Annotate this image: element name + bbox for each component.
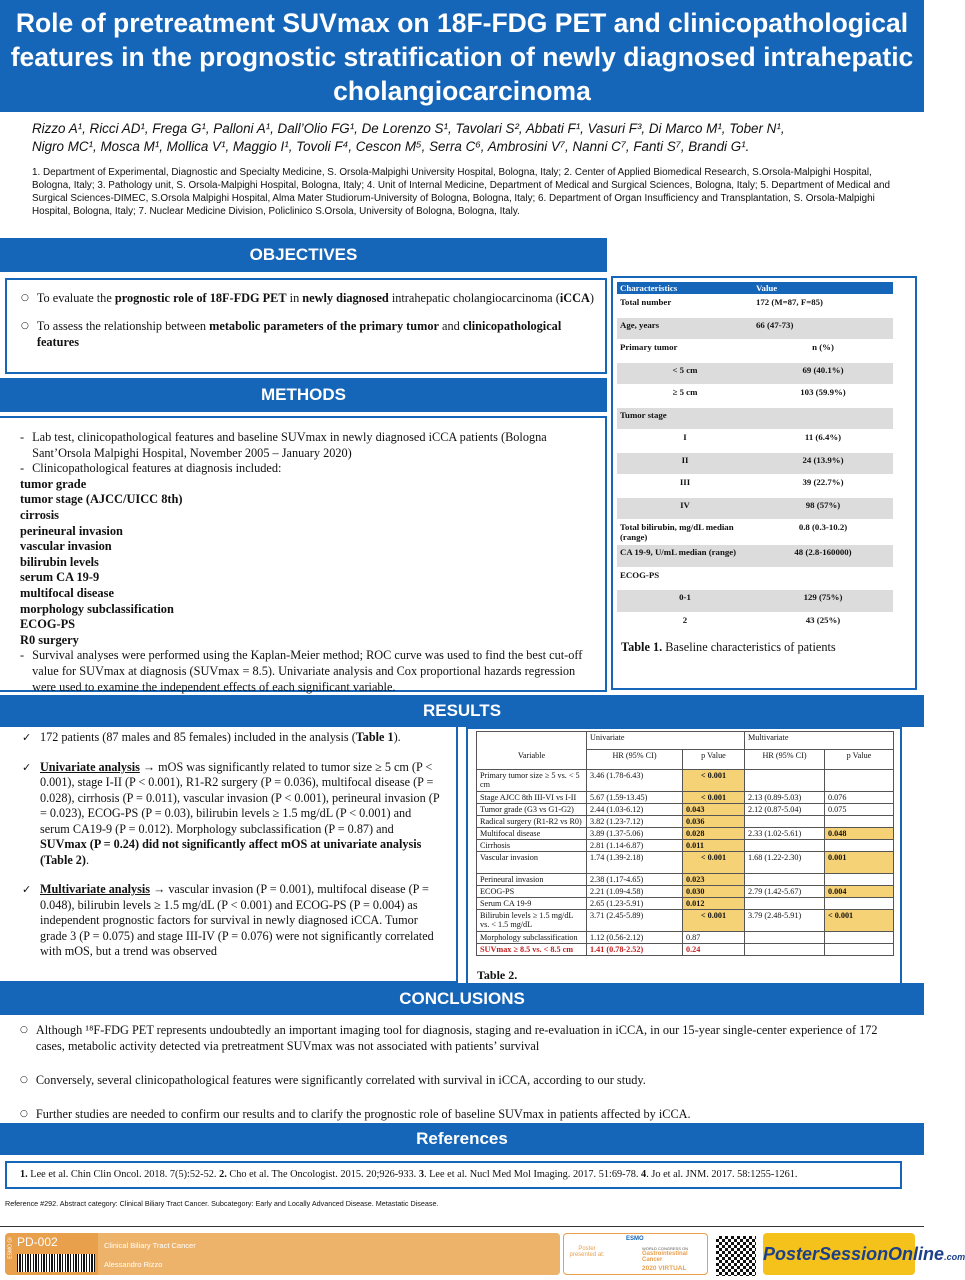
table2-cell: 2.33 (1.02-5.61) (745, 828, 825, 840)
table2-cell (825, 874, 894, 886)
table1-row (617, 317, 893, 340)
objectives-header: OBJECTIVES (0, 238, 607, 272)
table1-cell: 0-1 (617, 590, 753, 613)
table1-cell: Age, years (617, 317, 753, 340)
table2-row (477, 932, 894, 944)
table2-cell: 2.81 (1.14-6.87) (587, 840, 683, 852)
table1-header-cell: Value (753, 282, 893, 295)
virtual-label: 2020 VIRTUAL (642, 1265, 687, 1272)
check-icon: ✓ (22, 883, 32, 896)
authors-line-2: Nigro MC¹, Mosca M¹, Mollica V¹, Maggio I¹, Tovoli F⁴, Cescon M⁵, Serra C⁶, Ambrosini V⁷, Nanni C⁷, Fanti S⁷, Brandi G¹. (32, 139, 750, 154)
features-list (20, 477, 600, 649)
references-box (5, 1161, 902, 1189)
results-content (22, 730, 442, 969)
table2-cell: < 0.001 (683, 770, 745, 792)
table2-caption: Table 2. (477, 968, 518, 982)
table2-cell: ECOG-PS (477, 886, 587, 898)
table2-cell: 2.44 (1.03-6.12) (587, 804, 683, 816)
table2-cell: 2.65 (1.23-5.91) (587, 898, 683, 910)
methods-item-2: - Clinicopathological features at diagnosis included: (20, 461, 282, 476)
side-label: ESMO GI (7, 1237, 14, 1259)
table2-cell: 0.028 (683, 828, 745, 840)
table2-row (477, 874, 894, 886)
table2-row (477, 816, 894, 828)
table1-row (617, 567, 893, 590)
check-icon: ✓ (22, 760, 32, 774)
authors (32, 120, 902, 156)
table1-cell: Total number (617, 295, 753, 318)
table2-cell: 2.79 (1.42-5.67) (745, 886, 825, 898)
table1-caption: Table 1. Baseline characteristics of patients (621, 640, 836, 654)
table2-cell: Bilirubin levels ≥ 1.5 mg/dL vs. < 1.5 mg/dL (477, 910, 587, 932)
table1-row (617, 340, 893, 363)
table2-cell (745, 932, 825, 944)
table1-row (617, 385, 893, 408)
table2-cell (745, 840, 825, 852)
table1-cell: Tumor stage (617, 407, 753, 430)
table1-row (617, 475, 893, 498)
variable-header: Variable (477, 750, 587, 770)
table1-row (617, 362, 893, 385)
gi-label: Gastrointestinal Cancer (642, 1251, 688, 1263)
table2-cell: Serum CA 19-9 (477, 898, 587, 910)
table1-row (617, 295, 893, 318)
poster-code: PD-002 (17, 1235, 58, 1249)
table2-cell: 1.41 (0.78-2.52) (587, 944, 683, 956)
table2-cell: Morphology subclassification (477, 932, 587, 944)
table2-cell: 1.12 (0.56-2.12) (587, 932, 683, 944)
reference-text: Lee et al. Chin Clin Oncol. 2018. 7(5):52-52. (27, 1169, 220, 1180)
table2-cell: 0.075 (825, 804, 894, 816)
table2-cell: Perineural invasion (477, 874, 587, 886)
multivariate-header: Multivariate (745, 732, 894, 750)
table2-cell: 0.030 (683, 886, 745, 898)
bullet-circle-icon: ○ (21, 321, 29, 331)
table1-cell: Total bilirubin, mg/dL median (range) (617, 520, 753, 545)
footer-category: Clinical Biliary Tract Cancer (104, 1241, 196, 1250)
table2-row (477, 770, 894, 792)
table2-row (477, 910, 894, 932)
table2-cell: 3.89 (1.37-5.06) (587, 828, 683, 840)
bullet-circle-icon: ○ (20, 1109, 28, 1119)
result-3: ✓ Multivariate analysis → vascular invasion (P = 0.001), multifocal disease (P = 0.048), bilirubin levels ≥ 1.5 mg/dL (P < 0.001) and ECOG-PS (P = 0.004) as independent prognostic factors for survival in newly diagnosed iCCA. Tumor grade 3 (P = 0.075) and stage III-IV (P = 0.076) were not significantly correlated with mOS, but a trend was observed (22, 882, 434, 958)
table1-cell: 0.8 (0.3-10.2) (753, 520, 893, 545)
p-header: p Value (683, 750, 745, 770)
presented-label: Poster presented at: (569, 1246, 605, 1258)
table2-cell: 0.004 (825, 886, 894, 898)
hr-header: HR (95% CI) (745, 750, 825, 770)
table2-cell (825, 770, 894, 792)
table1-row (617, 590, 893, 613)
table1-cell: 2 (617, 612, 753, 635)
table1-cell: 11 (6.4%) (753, 430, 893, 453)
feature-item: morphology subclassification (20, 601, 174, 616)
table2-cell: < 0.001 (683, 792, 745, 804)
methods-item-3: - Survival analyses were performed using the Kaplan-Meier method; ROC curve was used to find the best cut-off value for SUVmax at diagnosis (SUVmax = 8.5). Univariate analysis and Cox proportional hazards regression were used to examine the independent effects of each significant variable. (20, 648, 583, 694)
reference-text: . Lee et al. Nucl Med Mol Imaging. 2017. 51:69-78. (423, 1169, 642, 1180)
congress-label: WORLD CONGRESS ON (642, 1246, 689, 1251)
table2-row (477, 804, 894, 816)
table2-cell: < 0.001 (683, 852, 745, 874)
feature-item: ECOG-PS (20, 617, 76, 632)
table1-cell: IV (617, 497, 753, 520)
affiliations: 1. Department of Experimental, Diagnostic and Specialty Medicine, S. Orsola-Malpighi University Hospital, Bologna, Italy; 2. Center of Applied Biomedical Research, S.Orsola-Malpighi Hospital, Bologna, Italy; 3. Pathology unit, S. Orsola-Malpighi Hospital, Bologna, Italy; 4. Unit of Internal Medicine, Department of Medical and Surgical Sciences, Bologna, Italy; 5. Department of Medical and Surgical Sciences-DIMEC, S.Orsola Malpighi Hospital, Alma Mater Studiorum-University of Bologna, Bologna, Italy; 6. Department of Organ Insufficiency and Transplantation, S. Orsola-Malpighi Hospital, Bologna, Italy; 7. Nuclear Medicine Division, Policlinico S.Orsola, University of Bologna, Bologna, Italy. (32, 167, 890, 217)
conclusion-1: ○ Although ¹⁸F-FDG PET represents undoubtedly an important imaging tool for diagnosis, staging and re-evaluation in iCCA, in our 15-year single-center experience of 172 cases, metabolic activity detected via pretreatment SUVmax was not associated with patients’ survival (20, 1023, 878, 1053)
table2-cell: 0.24 (683, 944, 745, 956)
p-header: p Value (825, 750, 894, 770)
table1-cell: 48 (2.8-160000) (753, 545, 893, 568)
table1-row (617, 407, 893, 430)
table2-cell (825, 816, 894, 828)
feature-item: serum CA 19-9 (20, 570, 100, 585)
table1-row (617, 430, 893, 453)
table1-cell (753, 407, 893, 430)
table2-cell: 3.82 (1.23-7.12) (587, 816, 683, 828)
conclusions-header: CONCLUSIONS (0, 983, 924, 1015)
reference-number: 4 (641, 1169, 647, 1180)
table2-cell (825, 944, 894, 956)
feature-item: R0 surgery (20, 632, 79, 647)
table1-cell: < 5 cm (617, 362, 753, 385)
feature-item: multifocal disease (20, 585, 114, 600)
table2-cell: 0.001 (825, 852, 894, 874)
methods-content (20, 430, 600, 695)
table2-cell: 2.12 (0.87-5.04) (745, 804, 825, 816)
table1-header-cell: Characteristics (617, 282, 753, 295)
footer-author: Alessandro Rizzo (104, 1260, 163, 1269)
references-header: References (0, 1123, 924, 1155)
table1-cell: 98 (57%) (753, 497, 893, 520)
conclusions-content (20, 1022, 900, 1122)
table1-cell: n (%) (753, 340, 893, 363)
table2-cell: 3.46 (1.78-6.43) (587, 770, 683, 792)
reference-number: 3 (418, 1169, 424, 1180)
table1-row (617, 545, 893, 568)
barcode-icon (17, 1254, 95, 1272)
table1-cell: 69 (40.1%) (753, 362, 893, 385)
table2-row (477, 898, 894, 910)
table2-cell: 5.67 (1.59-13.45) (587, 792, 683, 804)
table2-cell: 0.076 (825, 792, 894, 804)
table1-row (617, 452, 893, 475)
table2-cell: 1.68 (1.22-2.30) (745, 852, 825, 874)
table2-cell: 0.036 (683, 816, 745, 828)
feature-item: cirrosis (20, 507, 59, 522)
table2-cell: 0.023 (683, 874, 745, 886)
table1-cell: 103 (59.9%) (753, 385, 893, 408)
abstract-note: Reference #292. Abstract category: Clinical Biliary Tract Cancer. Subcategory: Early and Locally Advanced Disease. Metastatic Disease. (5, 1199, 439, 1208)
table2-cell: Radical surgery (R1-R2 vs R0) (477, 816, 587, 828)
table2-cell: 0.87 (683, 932, 745, 944)
table2-cell: Multifocal disease (477, 828, 587, 840)
table1-cell: ≥ 5 cm (617, 385, 753, 408)
table1-cell: I (617, 430, 753, 453)
table1-row (617, 497, 893, 520)
table1-cell: CA 19-9, U/mL median (range) (617, 545, 753, 568)
footer-bar (5, 1233, 560, 1275)
table-2 (476, 731, 894, 956)
table2-cell: 1.74 (1.39-2.18) (587, 852, 683, 874)
table2-cell: 0.012 (683, 898, 745, 910)
feature-item: tumor grade (20, 476, 87, 491)
table2-cell: Primary tumor size ≥ 5 vs. < 5 cm (477, 770, 587, 792)
table1-row (617, 612, 893, 635)
table2-row (477, 828, 894, 840)
table2-cell: SUVmax ≥ 8.5 vs. < 8.5 cm (477, 944, 587, 956)
table1-cell: 129 (75%) (753, 590, 893, 613)
results-header: RESULTS (0, 695, 924, 727)
table1-cell: 66 (47-73) (753, 317, 893, 340)
congress-badge (563, 1233, 708, 1275)
postersessiononline-logo[interactable]: PosterSessionOnline.com (763, 1233, 915, 1275)
table-1 (617, 282, 893, 635)
table1-cell: 24 (13.9%) (753, 452, 893, 475)
objectives-box (5, 278, 607, 374)
feature-item: bilirubin levels (20, 554, 99, 569)
table2-cell (745, 944, 825, 956)
table2-row (477, 944, 894, 956)
table2-cell: Stage AJCC 8th III-VI vs I-II (477, 792, 587, 804)
table2-row (477, 852, 894, 874)
objective-1: ○ To evaluate the prognostic role of 18F-FDG PET in newly diagnosed intrahepatic cholangiocarcinoma (iCCA) (21, 291, 594, 305)
table1-cell: 39 (22.7%) (753, 475, 893, 498)
conclusion-2: ○ Conversely, several clinicopathological features were significantly correlated with survival in iCCA, according to our study. (20, 1073, 646, 1087)
table2-cell: 2.13 (0.89-5.03) (745, 792, 825, 804)
reference-number: 2. (219, 1169, 227, 1180)
table2-cell: Tumor grade (G3 vs G1-G2) (477, 804, 587, 816)
table2-cell: 0.048 (825, 828, 894, 840)
table1-cell: Primary tumor (617, 340, 753, 363)
bullet-circle-icon: ○ (20, 1025, 28, 1035)
table2-cell: < 0.001 (683, 910, 745, 932)
table1-row (617, 520, 893, 545)
table2-cell (745, 898, 825, 910)
table2-cell: 2.21 (1.09-4.58) (587, 886, 683, 898)
reference-number: 1. (20, 1169, 28, 1180)
table1-cell: 172 (M=87, F=85) (753, 295, 893, 318)
methods-header: METHODS (0, 378, 607, 412)
table2-cell: 3.79 (2.48-5.91) (745, 910, 825, 932)
table2-cell: 3.71 (2.45-5.89) (587, 910, 683, 932)
table2-cell (825, 898, 894, 910)
table2-row (477, 840, 894, 852)
bullet-circle-icon: ○ (21, 293, 29, 303)
table2-row (477, 886, 894, 898)
table2-cell (825, 932, 894, 944)
feature-item: perineural invasion (20, 523, 123, 538)
qr-code-icon[interactable] (716, 1236, 756, 1276)
univariate-header: Univariate (587, 732, 745, 750)
conclusion-3: ○ Further studies are needed to confirm our results and to clarify the prognostic role of baseline SUVmax in patients affected by iCCA. (20, 1107, 691, 1121)
poster-title: Role of pretreatment SUVmax on 18F-FDG PET and clinicopathological features in the prognostic stratification of newly diagnosed intrahepatic cholangiocarcinoma (0, 0, 924, 112)
table2-cell: 0.011 (683, 840, 745, 852)
table2-cell: < 0.001 (825, 910, 894, 932)
authors-line-1: Rizzo A¹, Ricci AD¹, Frega G¹, Palloni A¹, Dall’Olio FG¹, De Lorenzo S¹, Tavolari S², Abbati F¹, Vasuri F³, Di Marco M¹, Tober N¹, (32, 121, 785, 136)
esmo-logo: ESMO (626, 1236, 644, 1242)
hr-header: HR (95% CI) (587, 750, 683, 770)
table2-cell: Vascular invasion (477, 852, 587, 874)
table2-cell: Cirrhosis (477, 840, 587, 852)
check-icon: ✓ (22, 731, 32, 744)
table1-cell: III (617, 475, 753, 498)
table2-cell: 0.043 (683, 804, 745, 816)
objective-2: ○ To assess the relationship between metabolic parameters of the primary tumor and clinicopathological features (21, 319, 562, 349)
feature-item: vascular invasion (20, 539, 112, 554)
bullet-circle-icon: ○ (20, 1075, 28, 1085)
table1-cell: 43 (25%) (753, 612, 893, 635)
feature-item: tumor stage (AJCC/UICC 8th) (20, 492, 183, 507)
table2-cell (825, 840, 894, 852)
table2-row (477, 792, 894, 804)
table1-cell (753, 567, 893, 590)
result-1: ✓ 172 patients (87 males and 85 females) included in the analysis (Table 1). (22, 730, 401, 744)
table2-cell (745, 770, 825, 792)
result-2: ✓ Univariate analysis → mOS was significantly related to tumor size ≥ 5 cm (P < 0.001), stage I-II (P < 0.001), R1-R2 surgery (P = 0.036), multifocal disease (P = 0.028), cirrhosis (P = 0.011), vascular invasion (P < 0.001), perineural invasion (P = 0.023), ECOG-PS (P = 0.03), bilirubin levels ≥ 1.5 mg/dL (P < 0.001) and serum CA19-9 (P = 0.012). Morphology subclassification (P = 0.87) and SUVmax (P = 0.24) did not significantly affect mOS at univariate analysis (Table 2). (22, 759, 440, 867)
table1-cell: ECOG-PS (617, 567, 753, 590)
table2-cell (745, 816, 825, 828)
footer-divider (0, 1226, 924, 1227)
methods-item-1: - Lab test, clinicopathological features and baseline SUVmax in newly diagnosed iCCA patients (Bologna Sant’Orsola Malpighi Hospital, November 2005 – January 2020) (20, 430, 547, 460)
table2-cell (745, 874, 825, 886)
table1-cell: II (617, 452, 753, 475)
table2-cell: 2.38 (1.17-4.65) (587, 874, 683, 886)
reference-text: Cho et al. The Oncologist. 2015. 20;926-933. (226, 1169, 419, 1180)
reference-text: . Jo et al. JNM. 2017. 58:1255-1261. (646, 1169, 798, 1180)
